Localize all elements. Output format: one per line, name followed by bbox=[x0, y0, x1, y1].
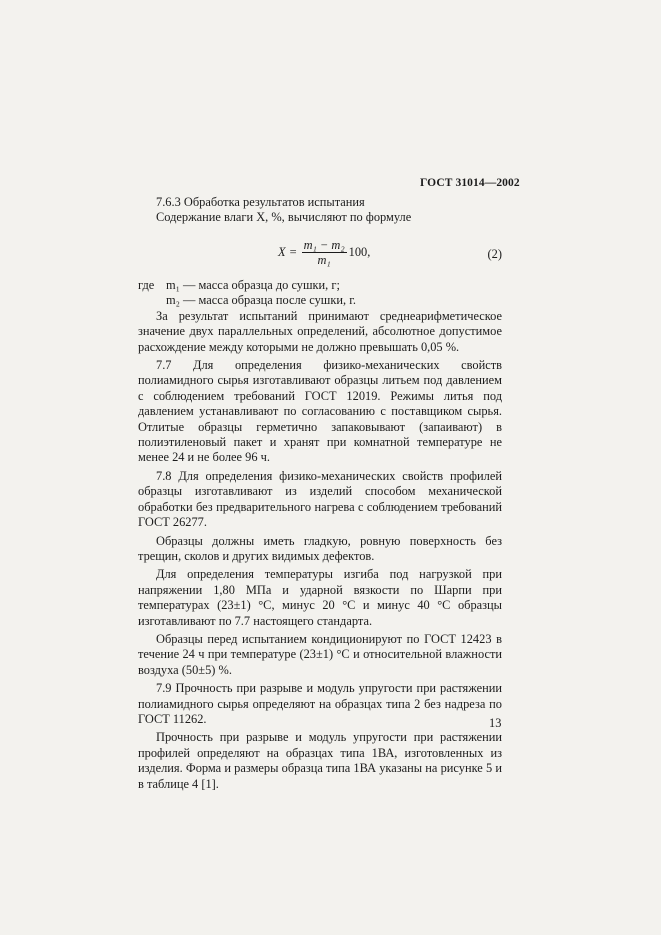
paragraph-result: За результат испытаний принимают среднеарифметическое значение двух параллельных определений, абсолютное допустимое расхождение между которыми не должно превышать 0,05 %. bbox=[138, 308, 502, 354]
paragraph-surface: Образцы должны иметь гладкую, ровную поверхность без трещин, сколов и других видимых дефектов. bbox=[138, 533, 502, 563]
formula-equals: = bbox=[289, 245, 297, 260]
legend-m2: m₂ — масса образца после сушки, г. bbox=[166, 292, 356, 307]
formula-multiplier: 100, bbox=[348, 245, 371, 260]
legend-where-word: где bbox=[138, 277, 155, 292]
legend-m1: m₁ — масса образца до сушки, г; bbox=[166, 277, 340, 292]
paragraph-7-7: 7.7 Для определения физико-механических свойств полиамидного сырья изготавливают образцы литьем под давлением с соблюдением требований ГОСТ 12019. Режимы литья под давлением устанавливают по согласованию с поставщиком сырья. Отлитые образцы герметично запаковывают (запаивают) в полиэтиленовый пакет и хранят при комнатной температуре не менее 24 и не более 96 ч. bbox=[138, 358, 502, 465]
paragraph-bending: Для определения температуры изгиба под нагрузкой при напряжении 1,80 МПа и ударной вязкости по Шарпи при температурах (23±1) °С, минус 20 °С и минус 40 °С образцы изготавливают по 7.7 настоящего стандарта. bbox=[138, 567, 502, 628]
formula-expression bbox=[278, 238, 370, 268]
paragraph-7-9: 7.9 Прочность при разрыве и модуль упругости при растяжении полиамидного сырья определяют на образцах типа 2 без надреза по ГОСТ 11262. bbox=[138, 681, 502, 726]
standard-code-header: ГОСТ 31014—2002 bbox=[420, 177, 520, 189]
formula-numerator: m₁ − m₂ bbox=[303, 237, 345, 252]
page-content bbox=[138, 195, 502, 792]
formula-fraction bbox=[302, 238, 347, 268]
formula-denominator: m₁ bbox=[317, 252, 331, 267]
section-7-6-3-title: 7.6.3 Обработка результатов испытания bbox=[156, 195, 365, 209]
formula-intro: Содержание влаги X, %, вычисляют по формуле bbox=[156, 210, 412, 225]
moisture-formula bbox=[138, 235, 502, 275]
paragraph-7-8: 7.8 Для определения физико-механических свойств профилей образцы изготавливают из изделий способом механической обработки без предварительного нагрева с соблюдением требований ГОСТ 26277. bbox=[138, 468, 502, 530]
formula-legend bbox=[138, 278, 502, 309]
page-number: 13 bbox=[489, 716, 502, 730]
paragraph-conditioning: Образцы перед испытанием кондиционируют по ГОСТ 12423 в течение 24 ч при температуре (23±1) °С и относительной влажности воздуха (50±5) %. bbox=[138, 631, 502, 677]
formula-number: (2) bbox=[487, 246, 502, 261]
paragraph-profiles: Прочность при разрыве и модуль упругости при растяжении профилей определяют на образцах типа 1ВА, изготовленных из изделия. Форма и размеры образца типа 1ВА указаны на рисунке 5 и в таблице 4 [1]. bbox=[138, 730, 502, 791]
formula-lhs: X bbox=[278, 245, 286, 260]
